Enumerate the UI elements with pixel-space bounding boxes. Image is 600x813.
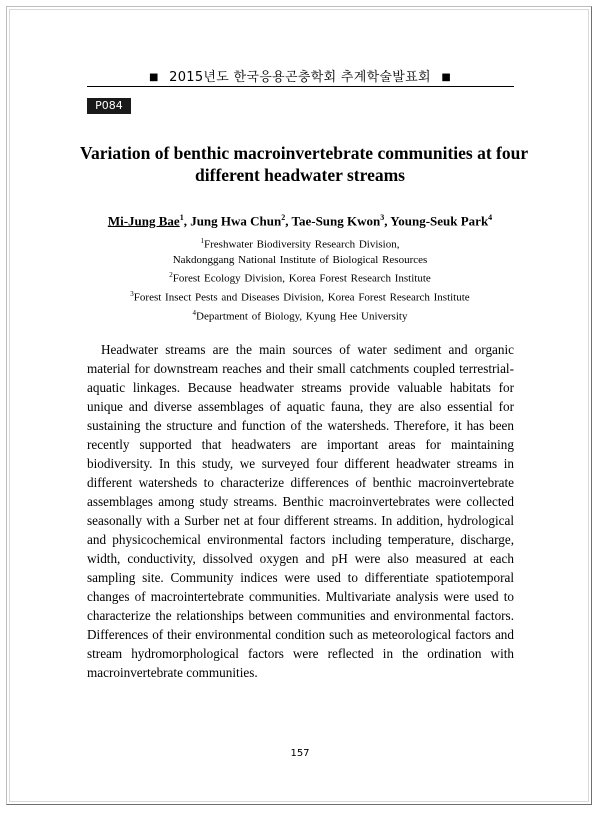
page-number: 157 [290, 748, 310, 759]
author-affiliation-mark: 1 [179, 213, 184, 222]
square-bullet-icon: ■ [148, 72, 159, 83]
affiliation-1-line-2: Nakdonggang National Institute of Biological Resources [172, 253, 428, 266]
author-separator: , [384, 213, 391, 229]
conference-title: 2015년도 한국응용곤충학회 추계학술발표회 [169, 70, 431, 85]
author-affiliation-mark: 3 [380, 213, 385, 222]
author-affiliation-mark: 4 [488, 213, 493, 222]
title-line-2: different headwater streams [195, 165, 405, 185]
author-name: Tae-Sung Kwon [291, 213, 381, 229]
author-separator: , [183, 213, 191, 229]
title-line-1: Variation of benthic macroinvertebrate communities at four [80, 143, 529, 163]
affiliations [0, 234, 600, 325]
conference-header [0, 66, 600, 85]
square-bullet-icon: ■ [441, 72, 452, 83]
abstract-text: Headwater streams are the main sources of water sediment and organic material for downstream reaches and their small catchments coupled terrestrial-aquatic linkages. Because headwater streams provide valuable habitats for unique and diverse assemblages of aquatic fauna, they are also essential for sustaining the structure and function of the watersheds. Therefore, it has been recently supported that headwaters are important areas for maintaining biodiversity. In this study, we surveyed four different headwater streams in different watersheds to characterize differences of benthic macroinvertebrate assemblages among study streams. Benthic macroinvertebrates were collected seasonally with a Surber net at four different streams. In addition, hydrological and physicochemical environmental factors including temperature, discharge, width, conductivity, dissolved oxygen and pH were also measured at each sampling site. Community indices were used to differentiate spatiotemporal changes of macrointertebrate communities. Multivariate analysis were used to characterize the relationships between communities and environmental factors. Differences of their environmental condition such as meteorological factors and stream hydromorphological factors were reflected in the ordination with macroinvertebrate communities. [87, 342, 514, 680]
affiliation-4: $^4$Department of Biology, Kyung Hee University [192, 309, 408, 323]
header-divider [87, 86, 514, 87]
paper-title [80, 142, 529, 186]
author-name: Young-Seuk Park [390, 213, 489, 229]
affiliation-1-line-1: $^1$Freshwater Biodiversity Research Division, [200, 237, 400, 251]
affiliation-3: $^3$Forest Insect Pests and Diseases Division, Korea Forest Research Institute [130, 290, 470, 304]
author-affiliation-mark: 2 [281, 213, 286, 222]
author-name: Jung Hwa Chun [190, 213, 282, 229]
author-name: Mi-Jung Bae [107, 213, 180, 229]
poster-id-badge: P084 [87, 98, 131, 114]
affiliation-2: $^2$Forest Ecology Division, Korea Forest Research Institute [169, 271, 431, 285]
author-separator: , [285, 213, 292, 229]
author-list [0, 213, 600, 229]
